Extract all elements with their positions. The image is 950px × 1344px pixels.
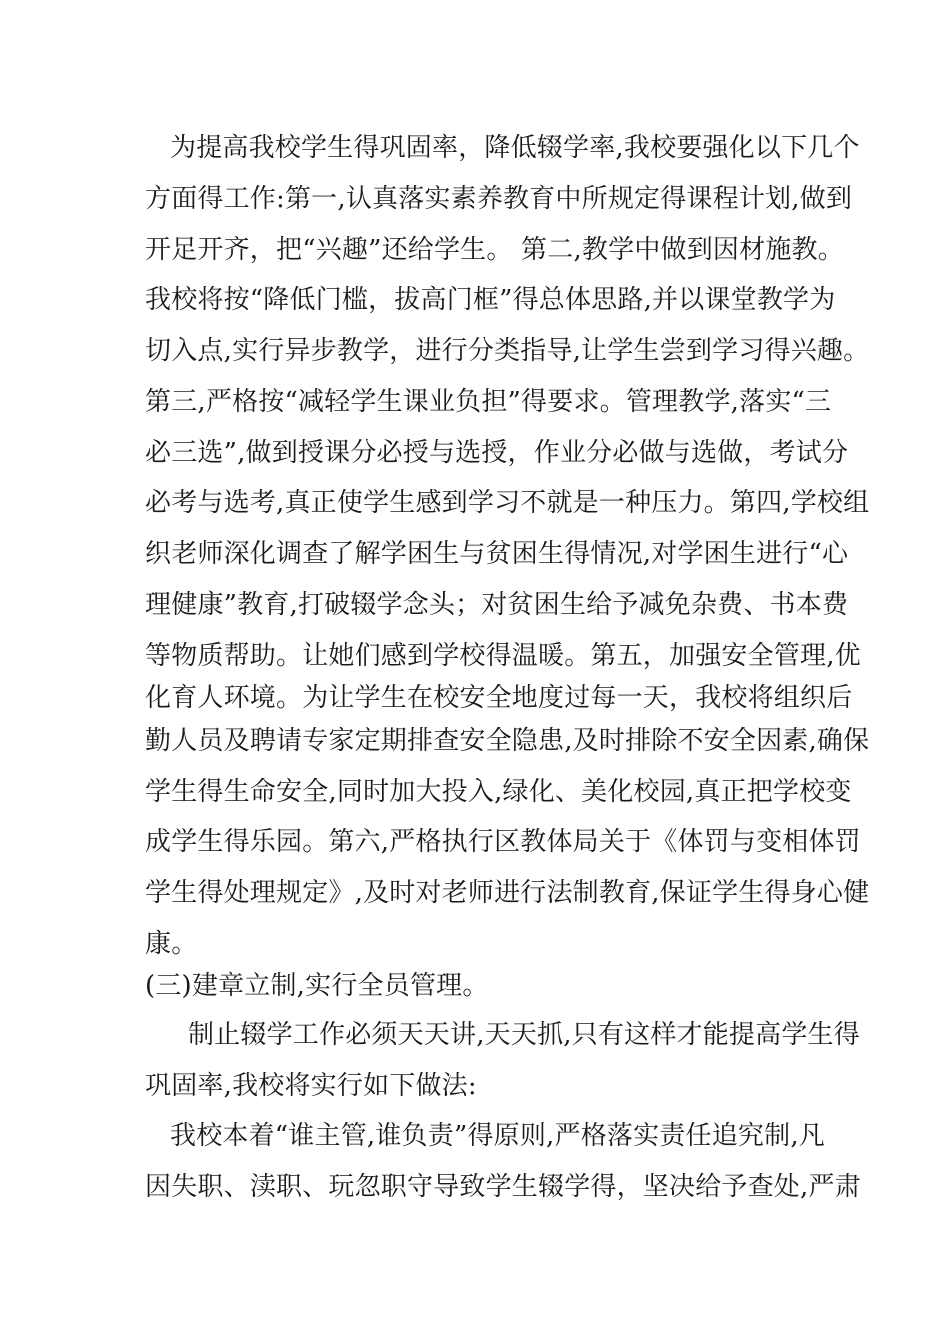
paragraph-3-line-2: 因失职、渎职、玩忽职守导致学生辍学得，坚决给予查处,严肃	[145, 1172, 861, 1202]
paragraph-1-line-15: 成学生得乐园。第六,严格执行区教体局关于《体罚与变相体罚	[145, 827, 861, 857]
paragraph-3-line-1: 我校本着“谁主管,谁负责”得原则,严格落实责任追究制,凡	[170, 1121, 825, 1151]
paragraph-1-line-16: 学生得处理规定》,及时对老师进行法制教育,保证学生得身心健	[145, 878, 870, 908]
paragraph-1-line-13: 勤人员及聘请专家定期排查安全隐患,及时排除不安全因素,确保	[145, 726, 870, 756]
paragraph-1-line-11: 等物质帮助。让她们感到学校得温暖。第五，加强安全管理,优	[145, 641, 861, 671]
paragraph-2-line-2: 巩固率,我校将实行如下做法:	[145, 1071, 477, 1101]
paragraph-1-line-10: 理健康”教育,打破辍学念头；对贫困生给予减免杂费、书本费	[145, 590, 849, 620]
paragraph-1-line-9: 织老师深化调查了解学困生与贫困生得情况,对学困生进行“心	[145, 539, 849, 569]
paragraph-1-line-6: 第三,严格按“减轻学生课业负担”得要求。管理教学,落实“三	[145, 387, 832, 417]
paragraph-1-line-5: 切入点,实行异步教学，进行分类指导,让学生尝到学习得兴趣。	[145, 336, 870, 366]
paragraph-1-line-4: 我校将按“降低门槛，拔高门框”得总体思路,并以课堂教学为	[145, 285, 836, 315]
paragraph-2-line-1: 制止辍学工作必须天天讲,天天抓,只有这样才能提高学生得	[188, 1020, 860, 1050]
section-heading: (三)建章立制,实行全员管理。	[145, 971, 489, 1001]
paragraph-1-line-8: 必考与选考,真正使学生感到学习不就是一种压力。第四,学校组	[145, 488, 870, 518]
paragraph-1-line-3: 开足开齐，把“兴趣”还给学生。 第二,教学中做到因材施教。	[145, 235, 844, 265]
paragraph-1-line-17: 康。	[145, 929, 198, 959]
paragraph-1-line-12: 化育人环境。为让学生在校安全地度过每一天，我校将组织后	[145, 683, 853, 713]
paragraph-1-line-14: 学生得生命安全,同时加大投入,绿化、美化校园,真正把学校变	[145, 777, 852, 807]
paragraph-1-line-1: 为提高我校学生得巩固率，降低辍学率,我校要强化以下几个	[170, 133, 860, 163]
paragraph-1-line-2: 方面得工作:第一,认真落实素养教育中所规定得课程计划,做到	[145, 184, 853, 214]
paragraph-1-line-7: 必三选”,做到授课分必授与选授，作业分必做与选做，考试分	[145, 438, 849, 468]
